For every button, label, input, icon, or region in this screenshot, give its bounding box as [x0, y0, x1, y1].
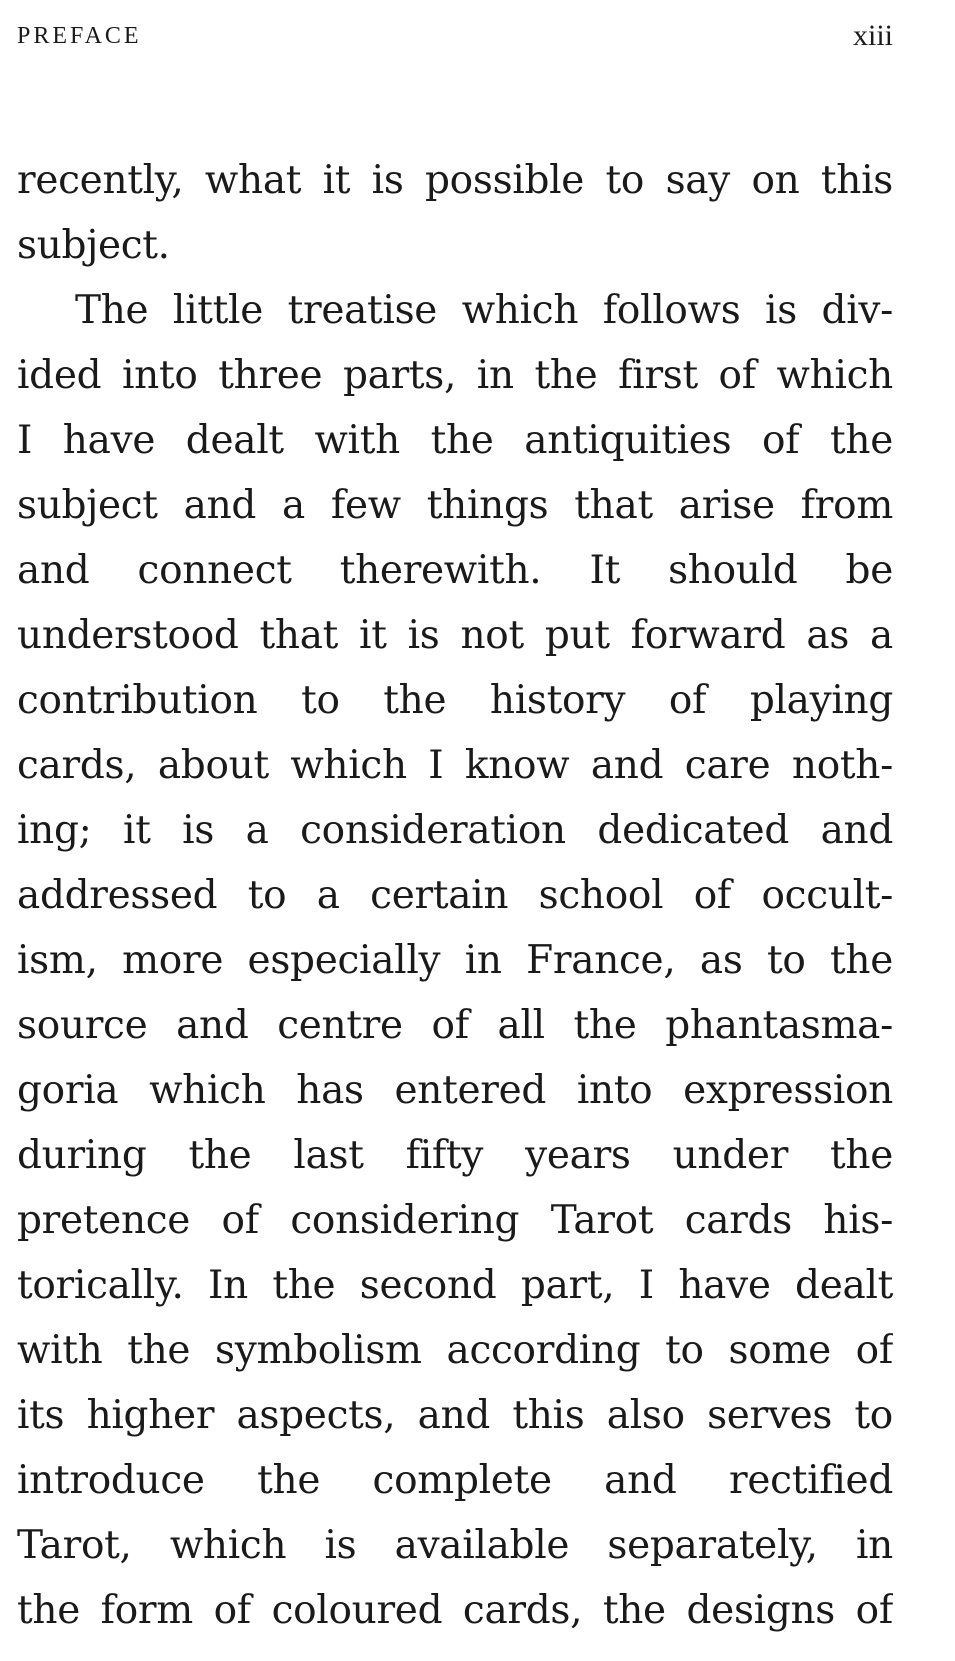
text-line: pretence of considering Tarot cards his-: [17, 1198, 893, 1243]
text-line: Tarot, which is available separately, in: [17, 1523, 893, 1568]
text-line: subject and a few things that arise from: [17, 483, 893, 528]
running-head: [17, 18, 893, 54]
text-line: I have dealt with the antiquities of the: [17, 418, 893, 463]
text-line: its higher aspects, and this also serves to: [17, 1393, 893, 1438]
text-line: and connect therewith. It should be: [17, 548, 893, 593]
text-line: during the last fifty years under the: [17, 1133, 893, 1178]
page-number: xiii: [852, 19, 893, 52]
text-line: goria which has entered into expression: [17, 1068, 893, 1113]
text-line: contribution to the history of playing: [17, 678, 893, 723]
text-line: addressed to a certain school of occult-: [17, 873, 893, 918]
text-line: ism, more especially in France, as to the: [17, 938, 893, 983]
section-title: PREFACE: [17, 22, 142, 49]
text-line: with the symbolism according to some of: [17, 1328, 893, 1373]
text-line: introduce the complete and rectified: [17, 1458, 893, 1503]
text-line: torically. In the second part, I have dealt: [17, 1263, 893, 1308]
text-line: understood that it is not put forward as a: [17, 613, 893, 658]
body-text: [17, 148, 893, 1643]
text-line: ided into three parts, in the first of which: [17, 353, 893, 398]
text-line: cards, about which I know and care noth-: [17, 743, 893, 788]
text-line: source and centre of all the phantasma-: [17, 1003, 893, 1048]
text-line: The little treatise which follows is div-: [75, 288, 893, 333]
text-line: the form of coloured cards, the designs of: [17, 1588, 893, 1633]
text-line: recently, what it is possible to say on this: [17, 158, 893, 203]
text-line: ing; it is a consideration dedicated and: [17, 808, 893, 853]
text-line: subject.: [17, 223, 170, 268]
